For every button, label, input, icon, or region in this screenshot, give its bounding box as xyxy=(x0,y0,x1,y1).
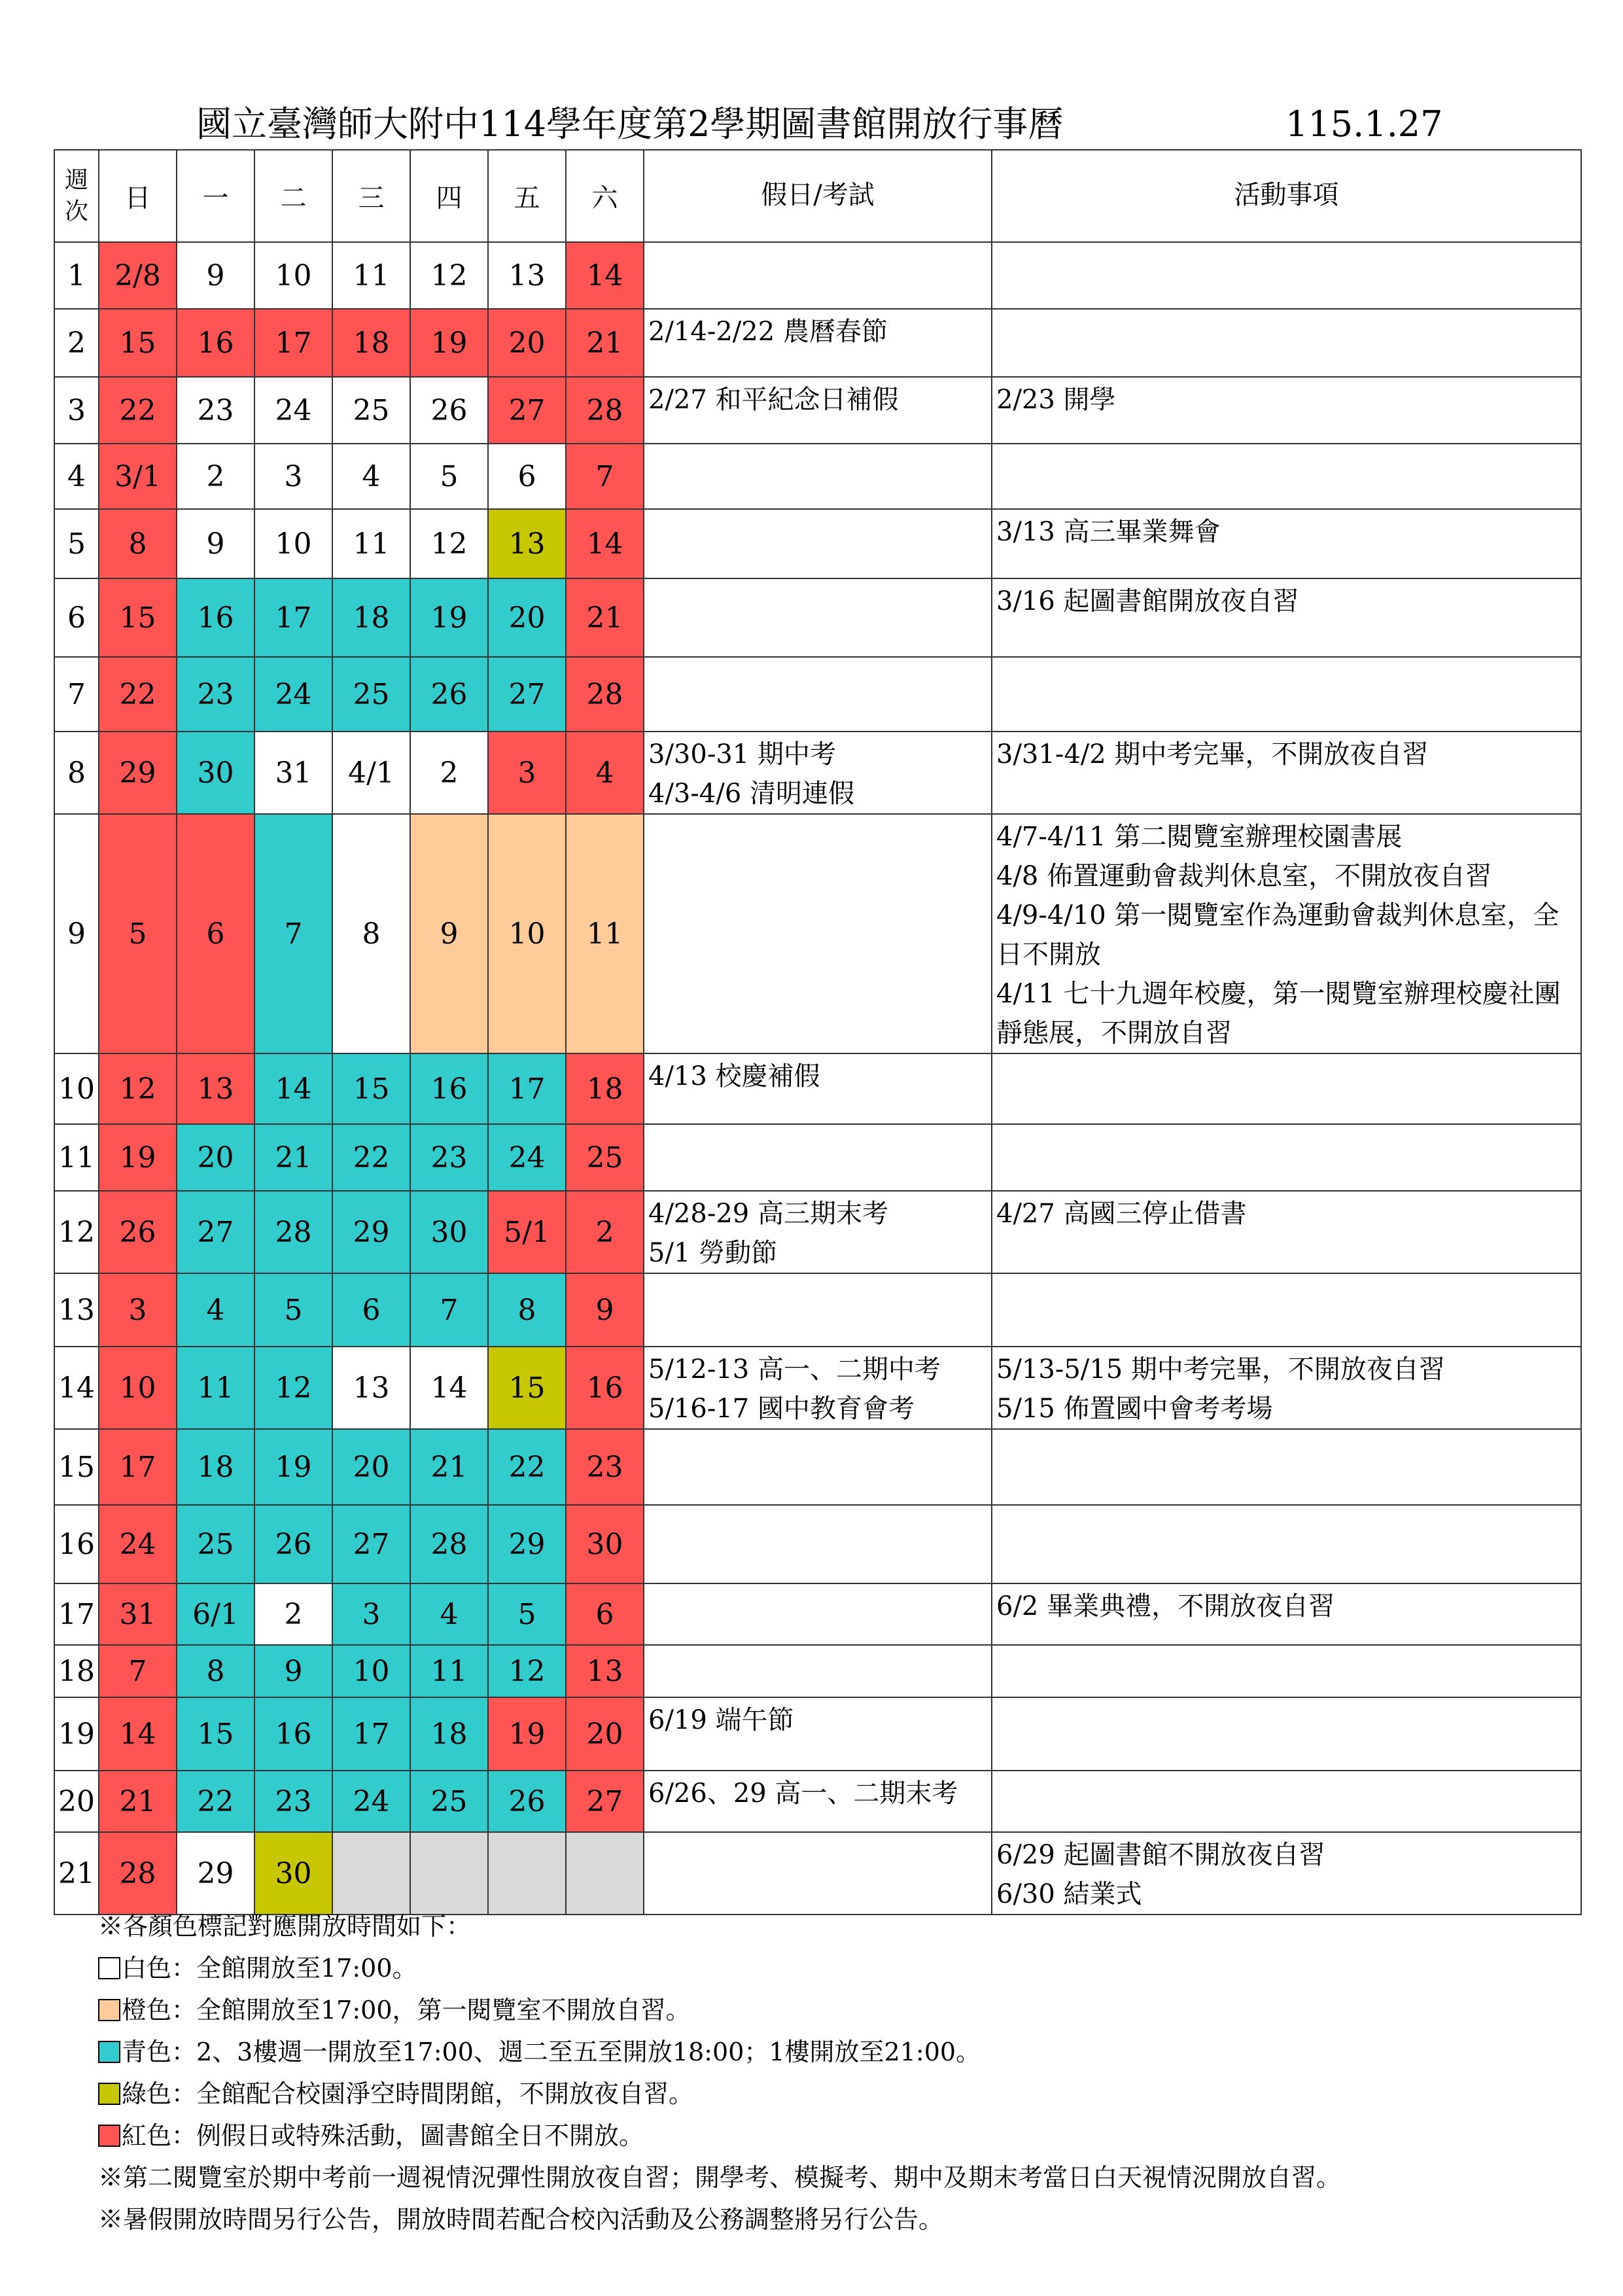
day-cell-thu: 23 xyxy=(410,1124,488,1191)
day-cell-wed: 17 xyxy=(332,1697,410,1771)
activity-note: 3/13 高三畢業舞會 xyxy=(992,509,1581,578)
week-number: 4 xyxy=(54,444,99,509)
day-cell-wed: 10 xyxy=(332,1645,410,1697)
day-cell-sun: 29 xyxy=(99,732,177,814)
day-cell-wed: 25 xyxy=(332,657,410,732)
legend-swatch-cyan xyxy=(98,2041,120,2063)
day-cell-sat: 30 xyxy=(566,1505,644,1583)
header-day-sun: 日 xyxy=(99,150,177,242)
day-cell-thu: 26 xyxy=(410,657,488,732)
day-cell-mon: 23 xyxy=(177,657,254,732)
holiday-note xyxy=(644,509,992,578)
day-cell-sun: 31 xyxy=(99,1583,177,1645)
week-number: 15 xyxy=(54,1429,99,1505)
day-cell-tue: 31 xyxy=(254,732,332,814)
day-cell-wed: 6 xyxy=(332,1273,410,1347)
day-cell-thu: 19 xyxy=(410,309,488,377)
day-cell-sat: 21 xyxy=(566,578,644,657)
day-cell-tue: 26 xyxy=(254,1505,332,1583)
day-cell-tue: 5 xyxy=(254,1273,332,1347)
activity-note xyxy=(992,1124,1581,1191)
header-day-fri: 五 xyxy=(488,150,566,242)
day-cell-tue: 17 xyxy=(254,578,332,657)
day-cell-thu: 7 xyxy=(410,1273,488,1347)
legend-swatch-orange xyxy=(98,1999,120,2021)
day-cell-wed: 4/1 xyxy=(332,732,410,814)
day-cell-thu: 21 xyxy=(410,1429,488,1505)
week-row xyxy=(54,1053,1581,1124)
day-cell-sun: 5 xyxy=(99,814,177,1053)
day-cell-fri: 13 xyxy=(488,242,566,309)
holiday-note: 6/19 端午節 xyxy=(644,1697,992,1771)
holiday-note: 2/14-2/22 農曆春節 xyxy=(644,309,992,377)
holiday-note: 4/28-29 高三期末考 5/1 勞動節 xyxy=(644,1191,992,1273)
holiday-note: 6/26、29 高一、二期末考 xyxy=(644,1771,992,1832)
week-row xyxy=(54,578,1581,657)
activity-note: 4/27 高國三停止借書 xyxy=(992,1191,1581,1273)
day-cell-fri: 5 xyxy=(488,1583,566,1645)
legend-text: 綠色：全館配合校園淨空時間閉館，不開放夜自習。 xyxy=(122,2079,694,2108)
header-day-sat: 六 xyxy=(566,150,644,242)
day-cell-sat: 14 xyxy=(566,242,644,309)
legend xyxy=(98,1905,1590,2240)
day-cell-sun: 21 xyxy=(99,1771,177,1832)
week-row xyxy=(54,1697,1581,1771)
day-cell-thu: 12 xyxy=(410,509,488,578)
week-number: 10 xyxy=(54,1053,99,1124)
day-cell-fri: 15 xyxy=(488,1347,566,1429)
day-cell-tue: 10 xyxy=(254,509,332,578)
day-cell-sat: 23 xyxy=(566,1429,644,1505)
day-cell-fri: 8 xyxy=(488,1273,566,1347)
header-day-mon: 一 xyxy=(177,150,254,242)
header-holiday: 假日/考試 xyxy=(644,150,992,242)
day-cell-sat xyxy=(566,1832,644,1915)
day-cell-tue: 14 xyxy=(254,1053,332,1124)
activity-note xyxy=(992,1771,1581,1832)
week-number: 20 xyxy=(54,1771,99,1832)
legend-item-cyan xyxy=(98,2031,1590,2073)
day-cell-sun: 28 xyxy=(99,1832,177,1915)
day-cell-sun: 14 xyxy=(99,1697,177,1771)
legend-swatch-red xyxy=(98,2125,120,2147)
header-day-wed: 三 xyxy=(332,150,410,242)
day-cell-fri: 29 xyxy=(488,1505,566,1583)
legend-item-red xyxy=(98,2115,1590,2157)
legend-text: 白色：全館開放至17:00。 xyxy=(122,1954,417,1983)
day-cell-sun: 15 xyxy=(99,578,177,657)
week-number: 2 xyxy=(54,309,99,377)
day-cell-mon: 25 xyxy=(177,1505,254,1583)
week-row xyxy=(54,1832,1581,1915)
holiday-note xyxy=(644,1645,992,1697)
week-number: 12 xyxy=(54,1191,99,1273)
week-number: 8 xyxy=(54,732,99,814)
week-number: 13 xyxy=(54,1273,99,1347)
activity-note xyxy=(992,657,1581,732)
day-cell-sat: 13 xyxy=(566,1645,644,1697)
activity-note: 5/13-5/15 期中考完畢，不開放夜自習 5/15 佈置國中會考考場 xyxy=(992,1347,1581,1429)
day-cell-thu: 26 xyxy=(410,377,488,444)
header-day-tue: 二 xyxy=(254,150,332,242)
day-cell-sat: 20 xyxy=(566,1697,644,1771)
week-row xyxy=(54,1645,1581,1697)
title-date: 115.1.27 xyxy=(1285,103,1443,145)
day-cell-fri: 10 xyxy=(488,814,566,1053)
day-cell-mon: 6/1 xyxy=(177,1583,254,1645)
week-number: 7 xyxy=(54,657,99,732)
day-cell-mon: 2 xyxy=(177,444,254,509)
day-cell-sun: 3/1 xyxy=(99,444,177,509)
header-day-thu: 四 xyxy=(410,150,488,242)
day-cell-mon: 27 xyxy=(177,1191,254,1273)
week-row xyxy=(54,444,1581,509)
day-cell-thu: 19 xyxy=(410,578,488,657)
week-number: 6 xyxy=(54,578,99,657)
title-main: 國立臺灣師大附中114學年度第2學期圖書館開放行事曆 xyxy=(196,103,1064,145)
day-cell-fri: 27 xyxy=(488,657,566,732)
day-cell-sat: 6 xyxy=(566,1583,644,1645)
day-cell-sun: 24 xyxy=(99,1505,177,1583)
holiday-note xyxy=(644,242,992,309)
day-cell-sun: 17 xyxy=(99,1429,177,1505)
activity-note xyxy=(992,1053,1581,1124)
day-cell-thu: 2 xyxy=(410,732,488,814)
week-number: 1 xyxy=(54,242,99,309)
day-cell-wed: 22 xyxy=(332,1124,410,1191)
calendar-body xyxy=(54,242,1581,1915)
week-number: 21 xyxy=(54,1832,99,1915)
day-cell-wed: 27 xyxy=(332,1505,410,1583)
legend-item-orange xyxy=(98,1989,1590,2031)
day-cell-tue: 23 xyxy=(254,1771,332,1832)
day-cell-sat: 4 xyxy=(566,732,644,814)
activity-note: 4/7-4/11 第二閱覽室辦理校園書展 4/8 佈置運動會裁判休息室，不開放夜自習 4/9-4/10 第一閱覽室作為運動會裁判休息室，全日不開放 4/11 七十九週年校慶，第一閱覽室辦理校慶社團靜態展，不開放自習 xyxy=(992,814,1581,1053)
day-cell-wed: 29 xyxy=(332,1191,410,1273)
week-row xyxy=(54,657,1581,732)
day-cell-fri: 3 xyxy=(488,732,566,814)
day-cell-mon: 16 xyxy=(177,309,254,377)
day-cell-mon: 6 xyxy=(177,814,254,1053)
day-cell-tue: 30 xyxy=(254,1832,332,1915)
day-cell-wed: 15 xyxy=(332,1053,410,1124)
day-cell-sat: 18 xyxy=(566,1053,644,1124)
day-cell-wed: 3 xyxy=(332,1583,410,1645)
day-cell-sat: 2 xyxy=(566,1191,644,1273)
day-cell-tue: 9 xyxy=(254,1645,332,1697)
activity-note xyxy=(992,1429,1581,1505)
day-cell-wed: 20 xyxy=(332,1429,410,1505)
legend-items xyxy=(98,1947,1590,2157)
day-cell-fri: 22 xyxy=(488,1429,566,1505)
legend-intro: ※各顏色標記對應開放時間如下： xyxy=(98,1912,472,1941)
day-cell-mon: 9 xyxy=(177,242,254,309)
legend-text: 紅色：例假日或特殊活動，圖書館全日不開放。 xyxy=(122,2121,644,2150)
day-cell-wed: 11 xyxy=(332,509,410,578)
day-cell-sat: 25 xyxy=(566,1124,644,1191)
day-cell-fri: 26 xyxy=(488,1771,566,1832)
day-cell-wed: 24 xyxy=(332,1771,410,1832)
legend-item-green xyxy=(98,2073,1590,2115)
day-cell-tue: 3 xyxy=(254,444,332,509)
activity-note: 2/23 開學 xyxy=(992,377,1581,444)
day-cell-mon: 30 xyxy=(177,732,254,814)
week-row xyxy=(54,309,1581,377)
day-cell-fri: 13 xyxy=(488,509,566,578)
day-cell-thu: 16 xyxy=(410,1053,488,1124)
day-cell-fri: 5/1 xyxy=(488,1191,566,1273)
header-week-label: 週次 xyxy=(64,166,88,225)
holiday-note xyxy=(644,444,992,509)
day-cell-tue: 10 xyxy=(254,242,332,309)
week-row xyxy=(54,1124,1581,1191)
day-cell-wed: 4 xyxy=(332,444,410,509)
week-row xyxy=(54,814,1581,1053)
holiday-note xyxy=(644,1583,992,1645)
day-cell-sat: 11 xyxy=(566,814,644,1053)
legend-note-2: ※暑假開放時間另行公告，開放時間若配合校內活動及公務調整將另行公告。 xyxy=(98,2205,944,2234)
day-cell-mon: 16 xyxy=(177,578,254,657)
week-number: 11 xyxy=(54,1124,99,1191)
day-cell-mon: 15 xyxy=(177,1697,254,1771)
week-row xyxy=(54,1583,1581,1645)
day-cell-fri: 17 xyxy=(488,1053,566,1124)
day-cell-sun: 15 xyxy=(99,309,177,377)
holiday-note xyxy=(644,814,992,1053)
day-cell-sun: 22 xyxy=(99,657,177,732)
day-cell-sat: 9 xyxy=(566,1273,644,1347)
calendar-table xyxy=(54,149,1582,1915)
day-cell-thu: 5 xyxy=(410,444,488,509)
day-cell-tue: 24 xyxy=(254,377,332,444)
week-number: 5 xyxy=(54,509,99,578)
activity-note xyxy=(992,1697,1581,1771)
activity-note xyxy=(992,242,1581,309)
day-cell-mon: 29 xyxy=(177,1832,254,1915)
day-cell-wed: 18 xyxy=(332,578,410,657)
week-number: 17 xyxy=(54,1583,99,1645)
holiday-note: 3/30-31 期中考 4/3-4/6 清明連假 xyxy=(644,732,992,814)
day-cell-mon: 9 xyxy=(177,509,254,578)
holiday-note xyxy=(644,1273,992,1347)
day-cell-sat: 28 xyxy=(566,657,644,732)
day-cell-mon: 4 xyxy=(177,1273,254,1347)
day-cell-tue: 2 xyxy=(254,1583,332,1645)
activity-note xyxy=(992,1645,1581,1697)
activity-note: 3/16 起圖書館開放夜自習 xyxy=(992,578,1581,657)
day-cell-tue: 19 xyxy=(254,1429,332,1505)
day-cell-tue: 21 xyxy=(254,1124,332,1191)
activity-note xyxy=(992,309,1581,377)
week-number: 16 xyxy=(54,1505,99,1583)
header-activity: 活動事項 xyxy=(992,150,1581,242)
day-cell-sun: 19 xyxy=(99,1124,177,1191)
day-cell-tue: 12 xyxy=(254,1347,332,1429)
day-cell-sun: 3 xyxy=(99,1273,177,1347)
day-cell-mon: 22 xyxy=(177,1771,254,1832)
holiday-note xyxy=(644,578,992,657)
day-cell-sun: 8 xyxy=(99,509,177,578)
day-cell-fri: 20 xyxy=(488,309,566,377)
holiday-note xyxy=(644,657,992,732)
day-cell-fri xyxy=(488,1832,566,1915)
week-number: 18 xyxy=(54,1645,99,1697)
day-cell-thu: 14 xyxy=(410,1347,488,1429)
day-cell-sun: 26 xyxy=(99,1191,177,1273)
day-cell-mon: 18 xyxy=(177,1429,254,1505)
day-cell-fri: 20 xyxy=(488,578,566,657)
week-number: 14 xyxy=(54,1347,99,1429)
holiday-note: 4/13 校慶補假 xyxy=(644,1053,992,1124)
day-cell-fri: 6 xyxy=(488,444,566,509)
holiday-note: 2/27 和平紀念日補假 xyxy=(644,377,992,444)
week-row xyxy=(54,1429,1581,1505)
activity-note xyxy=(992,444,1581,509)
legend-item-white xyxy=(98,1947,1590,1989)
day-cell-wed xyxy=(332,1832,410,1915)
week-row xyxy=(54,1771,1581,1832)
activity-note: 3/31-4/2 期中考完畢，不開放夜自習 xyxy=(992,732,1581,814)
day-cell-wed: 11 xyxy=(332,242,410,309)
holiday-note xyxy=(644,1505,992,1583)
day-cell-sun: 12 xyxy=(99,1053,177,1124)
week-row xyxy=(54,1191,1581,1273)
day-cell-fri: 27 xyxy=(488,377,566,444)
day-cell-wed: 18 xyxy=(332,309,410,377)
activity-note: 6/2 畢業典禮，不開放夜自習 xyxy=(992,1583,1581,1645)
day-cell-sat: 21 xyxy=(566,309,644,377)
week-row xyxy=(54,242,1581,309)
day-cell-sun: 10 xyxy=(99,1347,177,1429)
week-number: 3 xyxy=(54,377,99,444)
activity-note: 6/29 起圖書館不開放夜自習 6/30 結業式 xyxy=(992,1832,1581,1915)
week-number: 9 xyxy=(54,814,99,1053)
day-cell-mon: 23 xyxy=(177,377,254,444)
day-cell-fri: 19 xyxy=(488,1697,566,1771)
day-cell-thu: 28 xyxy=(410,1505,488,1583)
day-cell-mon: 11 xyxy=(177,1347,254,1429)
day-cell-sat: 28 xyxy=(566,377,644,444)
day-cell-thu: 18 xyxy=(410,1697,488,1771)
week-row xyxy=(54,377,1581,444)
legend-text: 青色：2、3樓週一開放至17:00、週二至五至開放18:00；1樓開放至21:00。 xyxy=(122,2038,981,2066)
day-cell-tue: 24 xyxy=(254,657,332,732)
day-cell-wed: 25 xyxy=(332,377,410,444)
holiday-note xyxy=(644,1429,992,1505)
day-cell-tue: 16 xyxy=(254,1697,332,1771)
day-cell-sun: 7 xyxy=(99,1645,177,1697)
day-cell-thu: 9 xyxy=(410,814,488,1053)
day-cell-fri: 24 xyxy=(488,1124,566,1191)
legend-text: 橙色：全館開放至17:00，第一閱覽室不開放自習。 xyxy=(122,1996,691,2024)
day-cell-thu: 11 xyxy=(410,1645,488,1697)
week-row xyxy=(54,1347,1581,1429)
day-cell-thu: 25 xyxy=(410,1771,488,1832)
week-row xyxy=(54,732,1581,814)
legend-note-1: ※第二閱覽室於期中考前一週視情況彈性開放夜自習；開學考、模擬考、期中及期末考當日白天視情況開放自習。 xyxy=(98,2163,1342,2192)
day-cell-thu: 30 xyxy=(410,1191,488,1273)
activity-note xyxy=(992,1273,1581,1347)
activity-note xyxy=(992,1505,1581,1583)
header-week xyxy=(54,150,99,242)
day-cell-tue: 17 xyxy=(254,309,332,377)
day-cell-fri: 12 xyxy=(488,1645,566,1697)
week-row xyxy=(54,509,1581,578)
week-row xyxy=(54,1273,1581,1347)
day-cell-mon: 8 xyxy=(177,1645,254,1697)
holiday-note: 5/12-13 高一、二期中考 5/16-17 國中教育會考 xyxy=(644,1347,992,1429)
day-cell-tue: 7 xyxy=(254,814,332,1053)
day-cell-thu: 4 xyxy=(410,1583,488,1645)
day-cell-sat: 27 xyxy=(566,1771,644,1832)
holiday-note xyxy=(644,1124,992,1191)
week-row xyxy=(54,1505,1581,1583)
day-cell-wed: 8 xyxy=(332,814,410,1053)
day-cell-thu: 12 xyxy=(410,242,488,309)
day-cell-thu xyxy=(410,1832,488,1915)
day-cell-tue: 28 xyxy=(254,1191,332,1273)
day-cell-mon: 13 xyxy=(177,1053,254,1124)
week-number: 19 xyxy=(54,1697,99,1771)
legend-swatch-green xyxy=(98,2083,120,2105)
day-cell-sat: 14 xyxy=(566,509,644,578)
page-title xyxy=(196,98,1472,150)
day-cell-sun: 22 xyxy=(99,377,177,444)
day-cell-wed: 13 xyxy=(332,1347,410,1429)
holiday-note xyxy=(644,1832,992,1915)
legend-swatch-white xyxy=(98,1957,120,1979)
day-cell-mon: 20 xyxy=(177,1124,254,1191)
day-cell-sat: 16 xyxy=(566,1347,644,1429)
day-cell-sat: 7 xyxy=(566,444,644,509)
day-cell-sun: 2/8 xyxy=(99,242,177,309)
